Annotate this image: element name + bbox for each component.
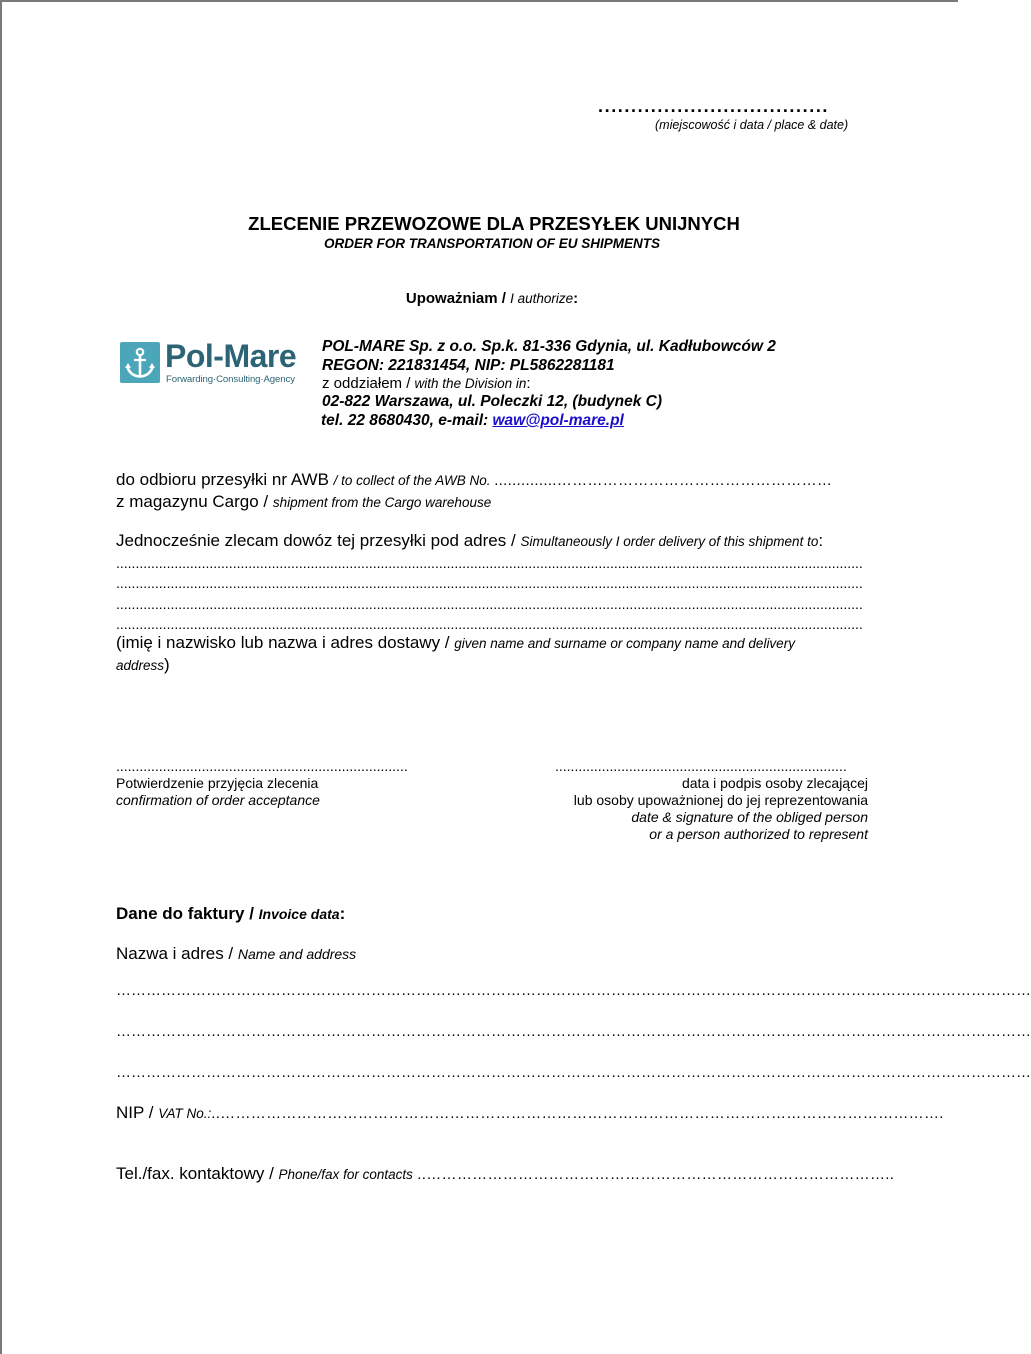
address-caption-suffix: ) [164, 655, 170, 674]
invoice-name-en: Name and address [237, 946, 357, 962]
awb-label-pl: do odbioru przesyłki nr AWB [116, 470, 334, 489]
order-acceptance-signature-field[interactable]: ........................................................................... [116, 758, 408, 774]
vat-number-field[interactable] [116, 1103, 944, 1123]
contact-phone-field[interactable] [116, 1164, 895, 1184]
delivery-address-caption [116, 633, 795, 653]
delivery-label-suffix: : [818, 531, 824, 550]
invoice-heading [116, 904, 345, 924]
delivery-address-line-4[interactable]: ................................................................................................................................................................................................ [116, 616, 863, 632]
logo-tagline: Forwarding·Consulting·Agency [166, 374, 295, 385]
address-caption-en: given name and surname or company name and delivery [454, 636, 795, 651]
division-address: 02-822 Warszawa, ul. Poleczki 12, (budynek C) [322, 393, 662, 410]
order-acceptance-label-pl: Potwierdzenie przyjęcia zlecenia [116, 775, 319, 791]
division-label-en: with the Division in [414, 376, 527, 391]
vat-input-dots[interactable]: ..……………………………………………………………………………………………………………………………. [211, 1105, 944, 1122]
awb-label-en: / to collect of the AWB No. [333, 473, 495, 488]
vat-label-en: VAT No.: [158, 1106, 212, 1121]
delivery-label-en: Simultaneously I order delivery of this shipment to [520, 534, 819, 549]
orderer-signature-label-3: date & signature of the obliged person [631, 809, 868, 825]
phone-input-dots[interactable]: ..……………………………………………………………………………….. [412, 1166, 895, 1183]
invoice-name-address-label [116, 944, 356, 964]
company-registration: REGON: 221831454, NIP: PL5862281181 [322, 357, 615, 374]
orderer-signature-label-4: or a person authorized to represent [649, 826, 868, 842]
delivery-address-caption-cont [116, 655, 170, 675]
phone-label-pl: Tel./fax. kontaktowy / [116, 1164, 279, 1183]
authorize-label [0, 290, 984, 307]
invoice-heading-pl: Dane do faktury / [116, 904, 259, 923]
authorize-suffix: : [573, 290, 579, 307]
awb-field[interactable] [116, 470, 832, 490]
division-label-pl: z oddziałem / [322, 375, 415, 392]
warehouse-label [116, 492, 491, 512]
invoice-heading-en: Invoice data [258, 906, 340, 922]
division-label [322, 375, 531, 392]
vat-label-pl: NIP / [116, 1103, 159, 1122]
awb-input-dots[interactable]: ..............……………………………………………… [494, 472, 833, 489]
document-subtitle: ORDER FOR TRANSPORTATION OF EU SHIPMENTS [323, 236, 660, 251]
invoice-address-line-1[interactable]: ………………………………………………………………………………………………………………………………………………………………… [116, 982, 1031, 999]
company-address: POL-MARE Sp. z o.o. Sp.k. 81-336 Gdynia, ul. Kadłubowców 2 [322, 338, 776, 355]
invoice-name-pl: Nazwa i adres / [116, 944, 238, 963]
document-title: ZLECENIE PRZEWOZOWE DLA PRZESYŁEK UNIJNYCH [248, 213, 740, 234]
authorize-en: I authorize [510, 291, 574, 306]
delivery-address-line-3[interactable]: ................................................................................................................................................................................................ [116, 596, 863, 612]
address-caption-pl: (imię i nazwisko lub nazwa i adres dostawy / [116, 633, 455, 652]
warehouse-label-en: shipment from the Cargo warehouse [272, 495, 492, 510]
delivery-address-line-2[interactable]: ................................................................................................................................................................................................ [116, 575, 863, 591]
company-logo [120, 338, 310, 386]
delivery-label [116, 531, 823, 551]
invoice-address-line-2[interactable]: ………………………………………………………………………………………………………………………………………………………………… [116, 1023, 1031, 1040]
division-phone: tel. 22 8680430, e-mail: [321, 412, 493, 429]
division-label-suffix: : [526, 375, 531, 392]
orderer-signature-field[interactable]: ........................................................................... [555, 758, 847, 774]
orderer-signature-label-1: data i podpis osoby zlecającej [681, 775, 868, 791]
order-acceptance-label-en: confirmation of order acceptance [116, 792, 320, 808]
orderer-signature-label-2: lub osoby upoważnionej do jej reprezentowania [573, 792, 868, 808]
invoice-heading-suffix: : [339, 904, 346, 923]
email-link[interactable]: waw@pol-mare.pl [492, 412, 624, 429]
logo-name: Pol-Mare [165, 338, 297, 374]
invoice-address-line-3[interactable]: ………………………………………………………………………………………………………………………………………………………………… [116, 1064, 1031, 1081]
authorize-pl: Upoważniam / [405, 290, 511, 307]
division-contact [321, 412, 624, 430]
place-date-field[interactable]: ................................... [598, 96, 830, 116]
anchor-icon [120, 342, 160, 383]
place-date-caption: (miejscowość i data / place & date) [655, 118, 849, 132]
address-caption-en2: address [116, 658, 165, 673]
warehouse-label-pl: z magazynu Cargo / [116, 492, 273, 511]
phone-label-en: Phone/fax for contacts [278, 1167, 413, 1182]
delivery-address-line-1[interactable]: ................................................................................................................................................................................................ [116, 555, 863, 571]
delivery-label-pl: Jednocześnie zlecam dowóz tej przesyłki pod adres / [116, 531, 521, 550]
